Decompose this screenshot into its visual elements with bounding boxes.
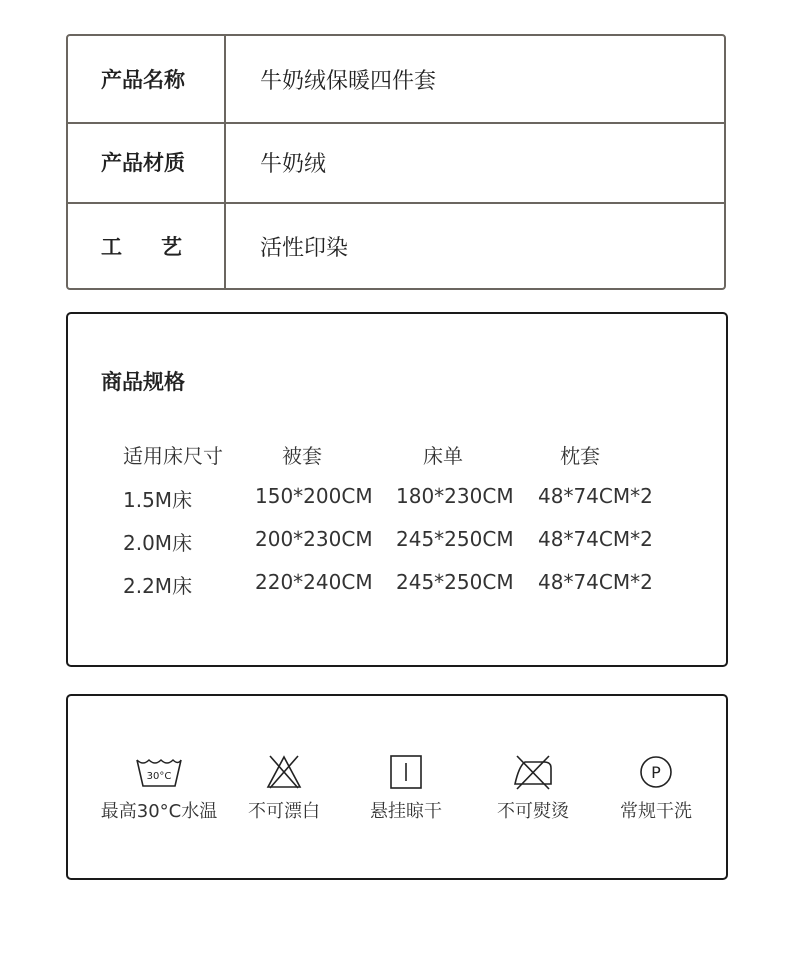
dry-clean-icon xyxy=(638,754,674,790)
product-info-table xyxy=(66,34,726,290)
spec-cell: 200*230CM xyxy=(255,527,373,551)
info-row-process xyxy=(68,202,724,290)
info-value: 牛奶绒保暖四件套 xyxy=(260,68,437,94)
spec-header-duvet: 被套 xyxy=(282,444,322,468)
care-item-bleach xyxy=(214,754,354,823)
care-item-dry-clean xyxy=(586,754,726,823)
spec-cell: 48*74CM*2 xyxy=(538,484,653,508)
care-label: 不可漂白 xyxy=(248,801,320,822)
spec-cell: 150*200CM xyxy=(255,484,373,508)
info-row-material xyxy=(68,122,724,204)
spec-box xyxy=(66,312,728,667)
spec-cell: 245*250CM xyxy=(396,570,514,594)
info-label: 产品材质 xyxy=(101,151,185,175)
info-label: 产品名称 xyxy=(101,68,185,92)
care-label: 最高30°C水温 xyxy=(100,801,218,822)
care-label: 常规干洗 xyxy=(620,801,692,822)
info-value: 牛奶绒 xyxy=(260,151,327,177)
spec-title: 商品规格 xyxy=(101,370,185,394)
spec-cell: 48*74CM*2 xyxy=(538,527,653,551)
no-bleach-icon xyxy=(264,754,304,790)
info-label: 工艺 xyxy=(101,235,221,259)
info-value: 活性印染 xyxy=(260,235,349,261)
spec-cell: 1.5M床 xyxy=(123,488,193,512)
spec-cell: 2.2M床 xyxy=(123,574,193,598)
hang-dry-icon xyxy=(388,754,424,790)
care-item-hang-dry xyxy=(336,754,476,823)
spec-cell: 2.0M床 xyxy=(123,531,193,555)
wash-temp-text: 30°C xyxy=(146,771,172,782)
spec-cell: 180*230CM xyxy=(396,484,514,508)
care-item-wash xyxy=(89,754,229,823)
care-item-iron xyxy=(463,754,603,823)
no-iron-icon xyxy=(511,754,555,790)
spec-cell: 220*240CM xyxy=(255,570,373,594)
info-row-name xyxy=(68,36,724,124)
care-label: 悬挂晾干 xyxy=(370,801,442,822)
spec-header-bed: 适用床尺寸 xyxy=(123,444,223,468)
spec-cell: 245*250CM xyxy=(396,527,514,551)
spec-header-sheet: 床单 xyxy=(423,444,463,468)
wash-30-icon xyxy=(134,754,184,790)
spec-header-pillowcase: 枕套 xyxy=(560,444,600,468)
care-label: 不可熨烫 xyxy=(497,801,569,822)
care-box xyxy=(66,694,728,880)
spec-cell: 48*74CM*2 xyxy=(538,570,653,594)
dry-clean-letter: P xyxy=(651,763,661,782)
